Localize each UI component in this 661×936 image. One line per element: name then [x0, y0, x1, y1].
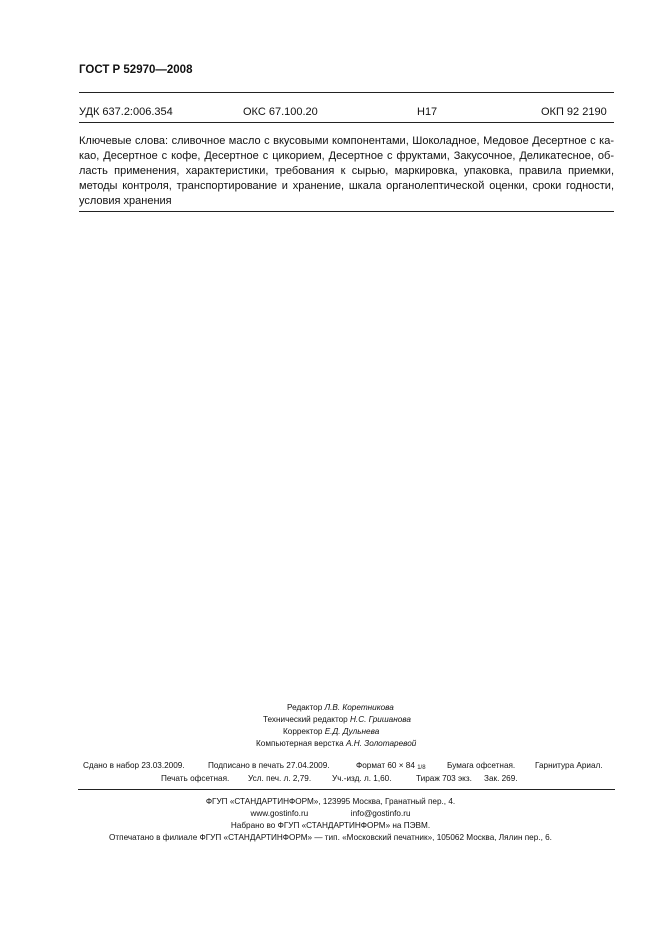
- print-format-prefix: Формат 60 × 84: [356, 761, 415, 770]
- typeset-note: Набрано во ФГУП «СТАНДАРТИНФОРМ» на ПЭВМ.: [230, 821, 431, 830]
- document-code: ГОСТ Р 52970—2008: [79, 64, 193, 76]
- corrector-credit: [283, 726, 379, 738]
- tech-editor-credit: [263, 714, 411, 726]
- printed-note: Отпечатано в филиале ФГУП «СТАНДАРТИНФОРМ» — тип. «Московский печатник», 105062 Москва, Лялин пер., 6.: [109, 833, 552, 842]
- keywords-line: условия хранения: [79, 195, 172, 207]
- keywords-line: као, Десертное с кофе, Десертное с цикорием, Десертное с фруктами, Закусочное, Деликатесное, об-: [79, 150, 614, 162]
- layout-credit: [256, 738, 416, 750]
- print-format-fraction: 1/8: [417, 765, 426, 771]
- tech-editor-name: Н.С. Гришанова: [350, 715, 411, 724]
- editor-name: Л.В. Коретникова: [324, 703, 394, 712]
- editor-credit: [287, 702, 394, 714]
- publisher-sheets: Уч.-изд. л. 1,60.: [332, 774, 392, 783]
- print-run: Тираж 703 экз.: [416, 774, 472, 783]
- corrector-name: Е.Д. Дульнева: [324, 727, 380, 736]
- order-number: Зак. 269.: [484, 774, 518, 783]
- publisher-website[interactable]: www.gostinfo.ru: [250, 809, 309, 818]
- publisher-email[interactable]: info@gostinfo.ru: [350, 809, 411, 818]
- typeset-date: Сдано в набор 23.03.2009.: [83, 761, 185, 770]
- print-format: [356, 761, 426, 771]
- imprint-rule: [78, 789, 615, 790]
- keywords-line: Ключевые слова: сливочное масло с вкусовыми компонентами, Шоколадное, Медовое Десертное с ка-: [79, 135, 614, 147]
- layout-label: Компьютерная верстка: [256, 739, 344, 748]
- typeface: Гарнитура Ариал.: [535, 761, 603, 770]
- header-rule: [79, 92, 614, 93]
- paper-type: Бумага офсетная.: [447, 761, 516, 770]
- print-type: Печать офсетная.: [161, 774, 230, 783]
- okp-code: ОКП 92 2190: [541, 106, 607, 118]
- publisher-contacts: [0, 809, 661, 818]
- tech-editor-label: Технический редактор: [263, 715, 348, 724]
- classification-rule: [79, 122, 614, 123]
- print-sheets: Усл. печ. л. 2,79.: [248, 774, 312, 783]
- signed-date: Подписано в печать 27.04.2009.: [208, 761, 330, 770]
- keywords-line: ласть применения, характеристики, требования к сырью, маркировка, упаковка, правила приемки,: [79, 165, 614, 177]
- oks-code: ОКС 67.100.20: [243, 106, 318, 118]
- layout-name: А.Н. Золотаревой: [345, 739, 417, 748]
- publisher-address: ФГУП «СТАНДАРТИНФОРМ», 123995 Москва, Гранатный пер., 4.: [205, 797, 456, 806]
- corrector-label: Корректор: [283, 727, 323, 736]
- keywords-line: методы контроля, транспортирование и хранение, шкала органолептической оценки, сроки годности,: [79, 180, 614, 192]
- editor-label: Редактор: [287, 703, 323, 712]
- udk-code: УДК 637.2:006.354: [79, 106, 173, 118]
- keywords-rule: [79, 211, 614, 212]
- group-code: Н17: [417, 106, 438, 118]
